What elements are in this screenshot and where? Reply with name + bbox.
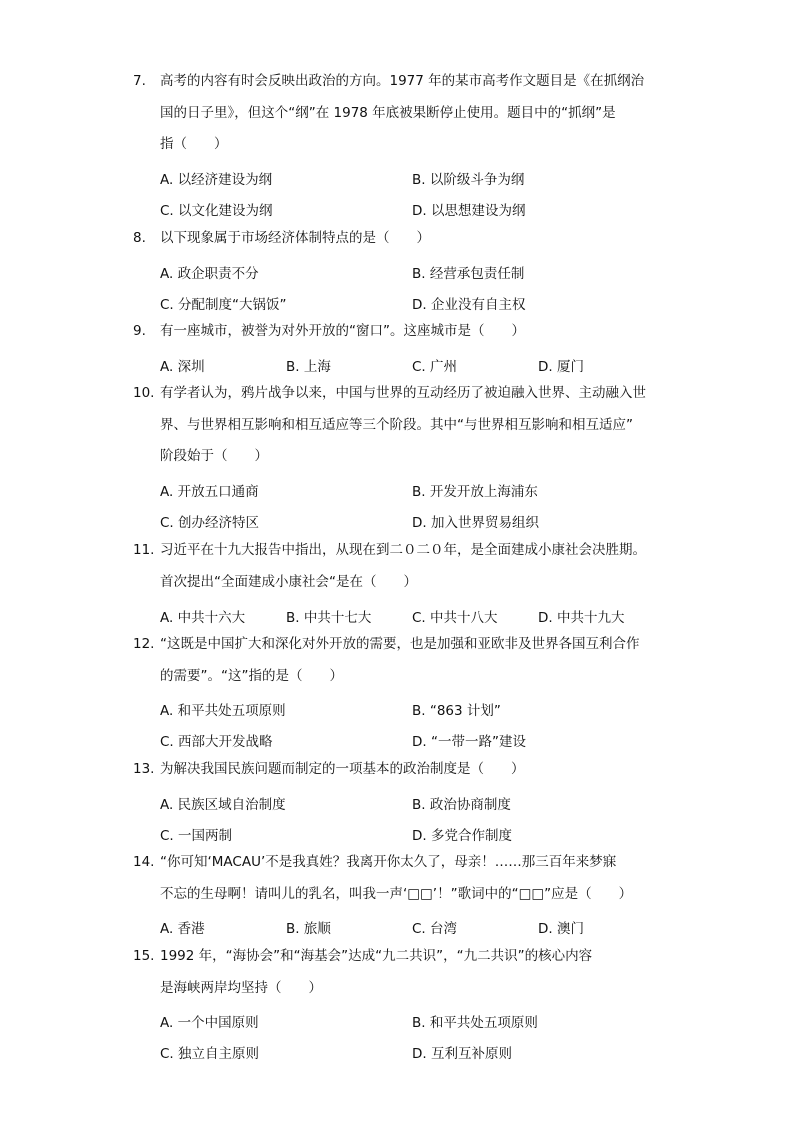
question-number: 8.	[133, 230, 146, 246]
option-c[interactable]: C. 创办经济特区	[160, 515, 260, 531]
question-number: 12.	[133, 636, 155, 652]
question-number: 14.	[133, 854, 155, 870]
stem-line: 以下现象属于市场经济体制特点的是（ ）	[160, 230, 430, 246]
option-a[interactable]: A. 开放五口通商	[160, 484, 259, 500]
question-stem	[160, 629, 680, 692]
question-number: 11.	[133, 542, 155, 558]
option-b[interactable]: B. 上海	[286, 359, 331, 375]
option-b[interactable]: B. 和平共处五项原则	[412, 1015, 538, 1031]
question-number: 10.	[133, 385, 155, 401]
option-a[interactable]: A. 一个中国原则	[160, 1015, 259, 1031]
option-b[interactable]: B. 政治协商制度	[412, 797, 511, 813]
option-a[interactable]: A. 中共十六大	[160, 610, 246, 626]
option-d[interactable]: D. 多党合作制度	[412, 828, 512, 844]
option-c[interactable]: C. 中共十八大	[412, 610, 498, 626]
question-number: 9.	[133, 323, 146, 339]
option-c[interactable]: C. 独立自主原则	[160, 1046, 260, 1062]
option-b[interactable]: B. “863 计划”	[412, 703, 501, 719]
question-stem	[160, 847, 680, 910]
question-stem	[160, 66, 680, 161]
stem-line: 有一座城市，被誉为对外开放的“窗口”。这座城市是（ ）	[160, 323, 525, 339]
stem-line: 不忘的生母啊！请叫儿的乳名，叫我一声‘□□’！”歌词中的“□□”应是（ ）	[160, 885, 633, 902]
option-a[interactable]: A. 政企职责不分	[160, 266, 259, 282]
option-a[interactable]: A. 深圳	[160, 359, 205, 375]
option-d[interactable]: D. 企业没有自主权	[412, 297, 526, 313]
question-number: 13.	[133, 761, 155, 777]
question-number: 15.	[133, 948, 155, 964]
option-c[interactable]: C. 以文化建设为纲	[160, 203, 273, 219]
option-d[interactable]: D. 中共十九大	[538, 610, 625, 626]
option-d[interactable]: D. 澳门	[538, 921, 584, 937]
stem-line: 为解决我国民族问题而制定的一项基本的政治制度是（ ）	[160, 761, 525, 777]
option-a[interactable]: A. 以经济建设为纲	[160, 172, 273, 188]
question-stem	[160, 941, 680, 1004]
option-c[interactable]: C. 西部大开发战略	[160, 734, 273, 750]
option-d[interactable]: D. 加入世界贸易组织	[412, 515, 539, 531]
option-d[interactable]: D. 互利互补原则	[412, 1046, 512, 1062]
question-stem	[160, 223, 680, 255]
stem-line: 1992 年，“海协会”和“海基会”达成“九二共识”，“九二共识”的核心内容	[160, 948, 593, 964]
question-stem	[160, 535, 680, 598]
option-c[interactable]: C. 分配制度“大锅饭”	[160, 297, 287, 313]
option-b[interactable]: B. 以阶级斗争为纲	[412, 172, 525, 188]
stem-line: 的需要”。“这”指的是（ ）	[160, 667, 343, 684]
option-c[interactable]: C. 广州	[412, 359, 458, 375]
question-stem	[160, 378, 680, 473]
stem-line: “这既是中国扩大和深化对外开放的需要，也是加强和亚欧非及世界各国互利合作	[160, 636, 640, 652]
option-b[interactable]: B. 经营承包责任制	[412, 266, 525, 282]
stem-line: 首次提出“全面建成小康社会“是在（ ）	[160, 573, 417, 590]
stem-line: 阶段始于（ ）	[160, 448, 268, 464]
stem-line: 有学者认为，鸦片战争以来，中国与世界的互动经历了被迫融入世界、主动融入世	[160, 385, 646, 401]
stem-line: 习近平在十九大报告中指出，从现在到二０二０年，是全面建成小康社会决胜期。	[160, 542, 646, 558]
stem-line: 指（ ）	[160, 136, 228, 152]
stem-line: 国的日子里》，但这个“纲”在 1978 年底被果断停止使用。题目中的“抓纲”是	[160, 104, 616, 121]
option-d[interactable]: D. “一带一路”建设	[412, 734, 526, 750]
option-b[interactable]: B. 旅顺	[286, 921, 331, 937]
stem-line: 高考的内容有时会反映出政治的方向。1977 年的某市高考作文题目是《在抓纲治	[160, 73, 645, 89]
question-number: 7.	[133, 73, 146, 89]
stem-line: 界、与世界相互影响和相互适应等三个阶段。其中“与世界相互影响和相互适应”	[160, 416, 633, 433]
option-a[interactable]: A. 民族区域自治制度	[160, 797, 286, 813]
option-c[interactable]: C. 一国两制	[160, 828, 233, 844]
stem-line: 是海峡两岸均坚持（ ）	[160, 979, 322, 996]
option-a[interactable]: A. 香港	[160, 921, 205, 937]
option-a[interactable]: A. 和平共处五项原则	[160, 703, 286, 719]
option-d[interactable]: D. 以思想建设为纲	[412, 203, 526, 219]
option-b[interactable]: B. 开发开放上海浦东	[412, 484, 538, 500]
option-d[interactable]: D. 厦门	[538, 359, 584, 375]
stem-line: “你可知‘MACAU’不是我真姓？我离开你太久了，母亲！……那三百年来梦寐	[160, 854, 617, 870]
question-stem	[160, 316, 680, 348]
option-b[interactable]: B. 中共十七大	[286, 610, 372, 626]
option-c[interactable]: C. 台湾	[412, 921, 458, 937]
question-stem	[160, 754, 680, 786]
